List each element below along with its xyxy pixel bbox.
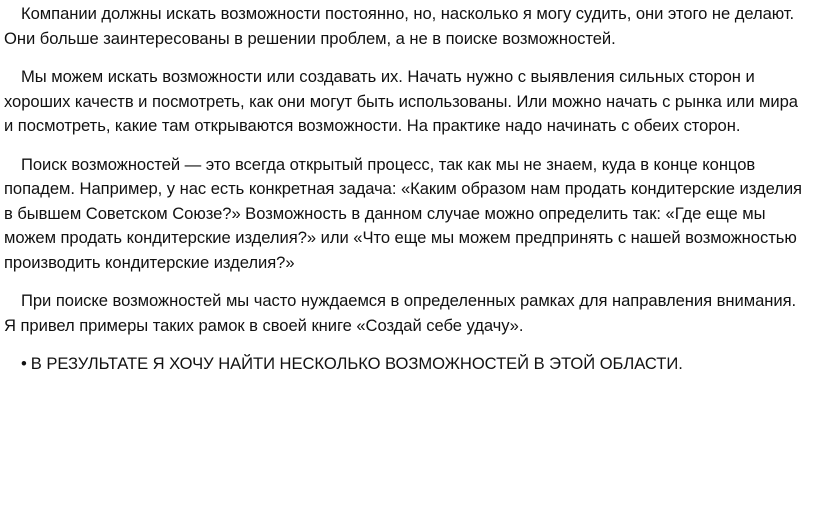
paragraph-3: Поиск возможностей — это всегда открытый процесс, так как мы не знаем, куда в конце концов попадем. Например, у нас есть конкретная задача: «Каким образом нам продать кондитерские изделия в бывшем Советском Союзе?» Возможность в данном случае можно определить так: «Где еще мы можем продать кондитерские изделия?» или «Что еще мы можем предпринять с нашей возможностью производить кондитерские изделия?» (4, 154, 802, 272)
paragraph-2: Мы можем искать возможности или создавать их. Начать нужно с выявления сильных сторон и хороших качеств и посмотреть, как они могут быть использованы. Или можно начать с рынка или мира и посмотреть, какие там открываются возможности. На практике надо начинать с обеих сторон. (4, 67, 798, 135)
paragraph-1: Компании должны искать возможности постоянно, но, насколько я могу судить, они этого не делают. Они больше заинтересованы в решении проблем, а не в поиске возможностей. (4, 4, 795, 48)
bullet-item (4, 352, 810, 377)
bullet-text: В РЕЗУЛЬТАТЕ Я ХОЧУ НАЙТИ НЕСКОЛЬКО ВОЗМОЖНОСТЕЙ В ЭТОЙ ОБЛАСТИ. (30, 354, 683, 373)
paragraph-4: При поиске возможностей мы часто нуждаемся в определенных рамках для направления внимания. Я привел примеры таких рамок в своей книге «Создай себе удачу». (4, 291, 797, 335)
bullet-symbol: • (21, 354, 27, 373)
